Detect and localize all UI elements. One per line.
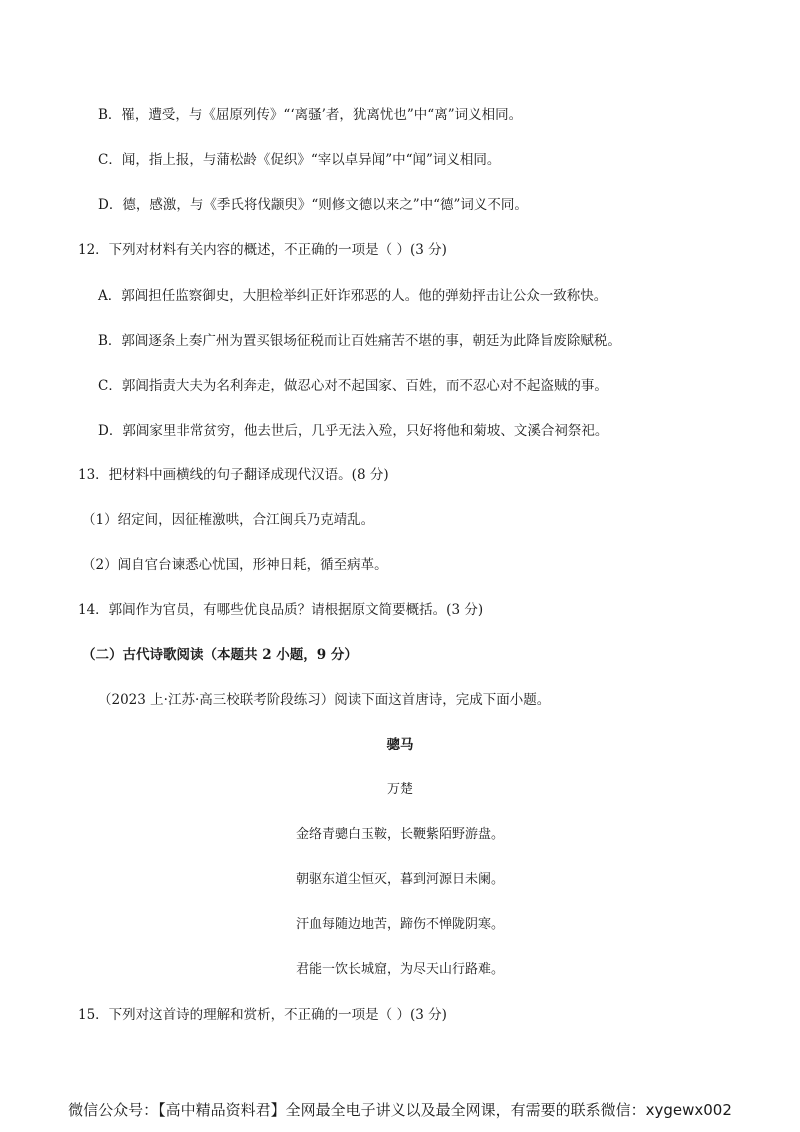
option-12-c: C．郭阊指责大夫为名利奔走，做忍心对不起国家、百姓，而不忍心对不起盗贼的事。	[98, 378, 608, 394]
option-11-c: C．闻，指上报，与蒲松龄《促织》“宰以卓异闻”中“闻”词义相同。	[98, 152, 501, 168]
question-13-sentence-1: （1）绍定间，因征榷激哄，合江闽兵乃克靖乱。	[82, 512, 375, 528]
question-14-stem: 14．郭阊作为官员，有哪些优良品质？请根据原文简要概括。(3 分)	[78, 602, 484, 618]
section-intro: （2023 上·江苏·高三校联考阶段练习）阅读下面这首唐诗，完成下面小题。	[98, 692, 551, 708]
poem-line-4: 君能一饮长城窟，为尽天山行路难。	[295, 962, 504, 977]
question-13-sentence-2: （2）阊自官台谏悉心忧国，形神日耗，循至病革。	[82, 557, 388, 573]
poem-line-2: 朝驱东道尘恒灭，暮到河源日未阑。	[295, 872, 504, 887]
question-13-stem: 13．把材料中画横线的句子翻译成现代汉语。(8 分)	[78, 467, 389, 483]
option-11-b: B．罹，遭受，与《屈原列传》“‘离骚’者，犹离忧也”中“离”词义相同。	[98, 107, 523, 123]
section-heading: （二）古代诗歌阅读（本题共 2 小题，9 分）	[82, 647, 358, 663]
poem-author: 万楚	[386, 782, 413, 797]
option-11-d: D．德，感激，与《季氏将伐颛臾》“则修文德以来之”中“德”词义不同。	[98, 197, 528, 213]
footer-note: 微信公众号：【高中精品资料君】全网最全电子讲义以及最全网课，有需要的联系微信：xygewx002	[68, 1101, 732, 1119]
poem-title: 骢马	[386, 737, 414, 753]
option-12-d: D．郭阊家里非常贫穷，他去世后，几乎无法入殓，只好将他和菊坡、文溪合祠祭祀。	[98, 423, 609, 439]
question-12-stem: 12．下列对材料有关内容的概述，不正确的一项是（ ）(3 分)	[78, 242, 447, 258]
option-12-a: A．郭阊担任监察御史，大胆检举纠正奸诈邪恶的人。他的弹劾抨击让公众一致称快。	[98, 288, 608, 304]
option-12-b: B．郭阊逐条上奏广州为置买银场征税而让百姓痛苦不堪的事，朝廷为此降旨废除赋税。	[98, 333, 621, 349]
question-15-stem: 15．下列对这首诗的理解和赏析，不正确的一项是（ ）(3 分)	[78, 1007, 447, 1023]
poem-line-3: 汗血每随边地苦，蹄伤不惮陇阴寒。	[295, 917, 504, 932]
poem-line-1: 金络青骢白玉鞍，长鞭紫陌野游盘。	[295, 827, 504, 842]
